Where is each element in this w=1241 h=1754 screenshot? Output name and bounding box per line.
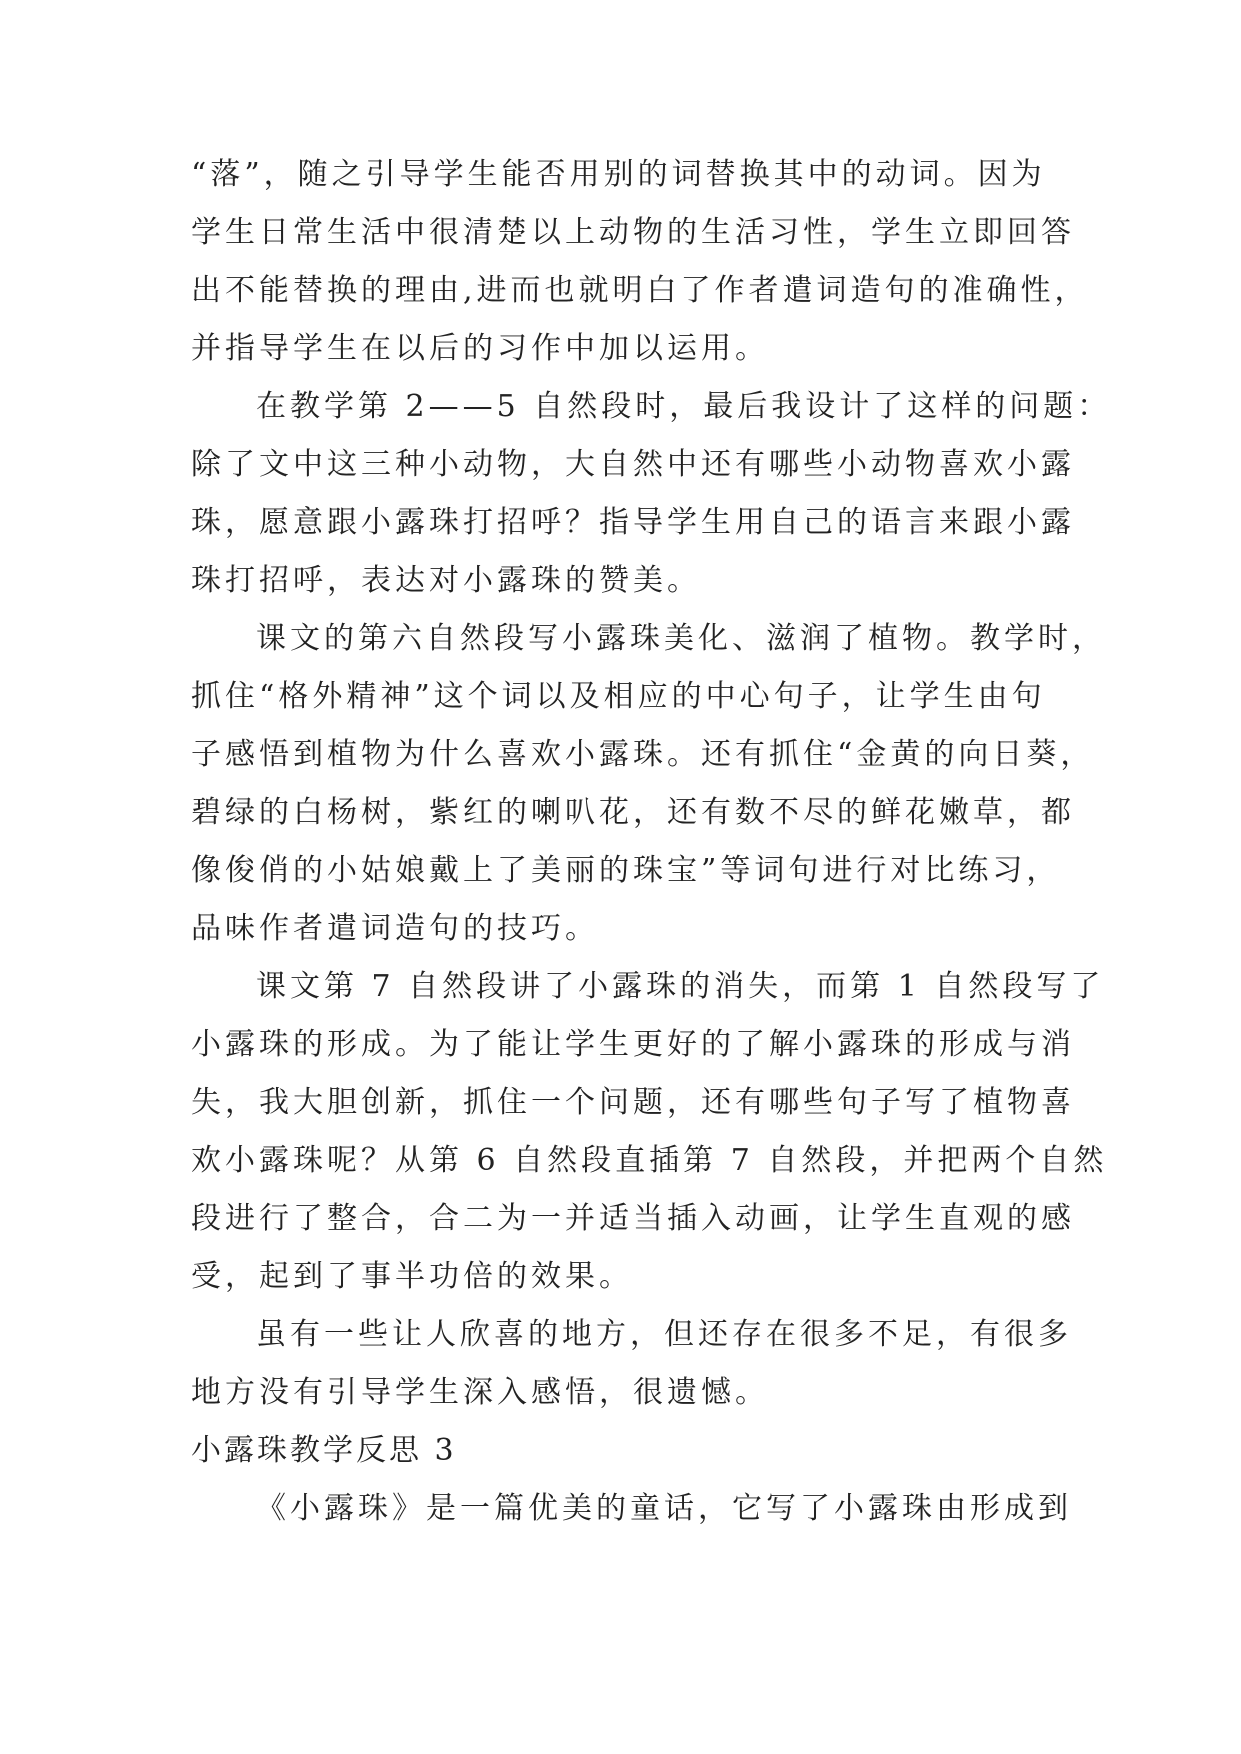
section-heading: 小露珠教学反思 3 — [191, 1433, 457, 1468]
text-line: 碧绿的白杨树，紫红的喇叭花，还有数不尽的鲜花嫩草，都 — [191, 795, 1075, 830]
text-line: 课文第 7 自然段讲了小露珠的消失，而第 1 自然段写了 — [256, 969, 1105, 1004]
text-line: 珠，愿意跟小露珠打招呼？指导学生用自己的语言来跟小露 — [191, 505, 1075, 540]
text-line: 除了文中这三种小动物，大自然中还有哪些小动物喜欢小露 — [191, 447, 1075, 482]
text-line: 珠打招呼，表达对小露珠的赞美。 — [191, 563, 701, 598]
text-line: 虽有一些让人欣喜的地方，但还存在很多不足，有很多 — [256, 1317, 1072, 1352]
text-line: 失，我大胆创新，抓住一个问题，还有哪些句子写了植物喜 — [191, 1085, 1075, 1120]
text-line: 并指导学生在以后的习作中加以运用。 — [191, 331, 769, 366]
text-line: 欢小露珠呢？从第 6 自然段直插第 7 自然段，并把两个自然 — [191, 1143, 1108, 1178]
text-line: 出不能替换的理由,进而也就明白了作者遣词造句的准确性， — [191, 273, 1089, 308]
text-line: 小露珠的形成。为了能让学生更好的了解小露珠的形成与消 — [191, 1027, 1075, 1062]
text-line: 受，起到了事半功倍的效果。 — [191, 1259, 633, 1294]
text-line: 课文的第六自然段写小露珠美化、滋润了植物。教学时， — [256, 621, 1106, 656]
text-line: “落”，随之引导学生能否用别的词替换其中的动词。因为 — [191, 157, 1046, 192]
text-line: 在教学第 2——5 自然段时，最后我设计了这样的问题： — [256, 389, 1112, 424]
text-line: 地方没有引导学生深入感悟，很遗憾。 — [191, 1375, 769, 1410]
text-line: 像俊俏的小姑娘戴上了美丽的珠宝”等词句进行对比练习， — [191, 853, 1061, 888]
text-line: 子感悟到植物为什么喜欢小露珠。还有抓住“金黄的向日葵， — [191, 737, 1095, 772]
text-line: 学生日常生活中很清楚以上动物的生活习性，学生立即回答 — [191, 215, 1075, 250]
text-line: 《小露珠》是一篇优美的童话，它写了小露珠由形成到 — [256, 1491, 1072, 1526]
text-line: 抓住“格外精神”这个词以及相应的中心句子，让学生由句 — [191, 679, 1046, 714]
text-line: 品味作者遣词造句的技巧。 — [191, 911, 599, 946]
text-line: 段进行了整合，合二为一并适当插入动画，让学生直观的感 — [191, 1201, 1075, 1236]
